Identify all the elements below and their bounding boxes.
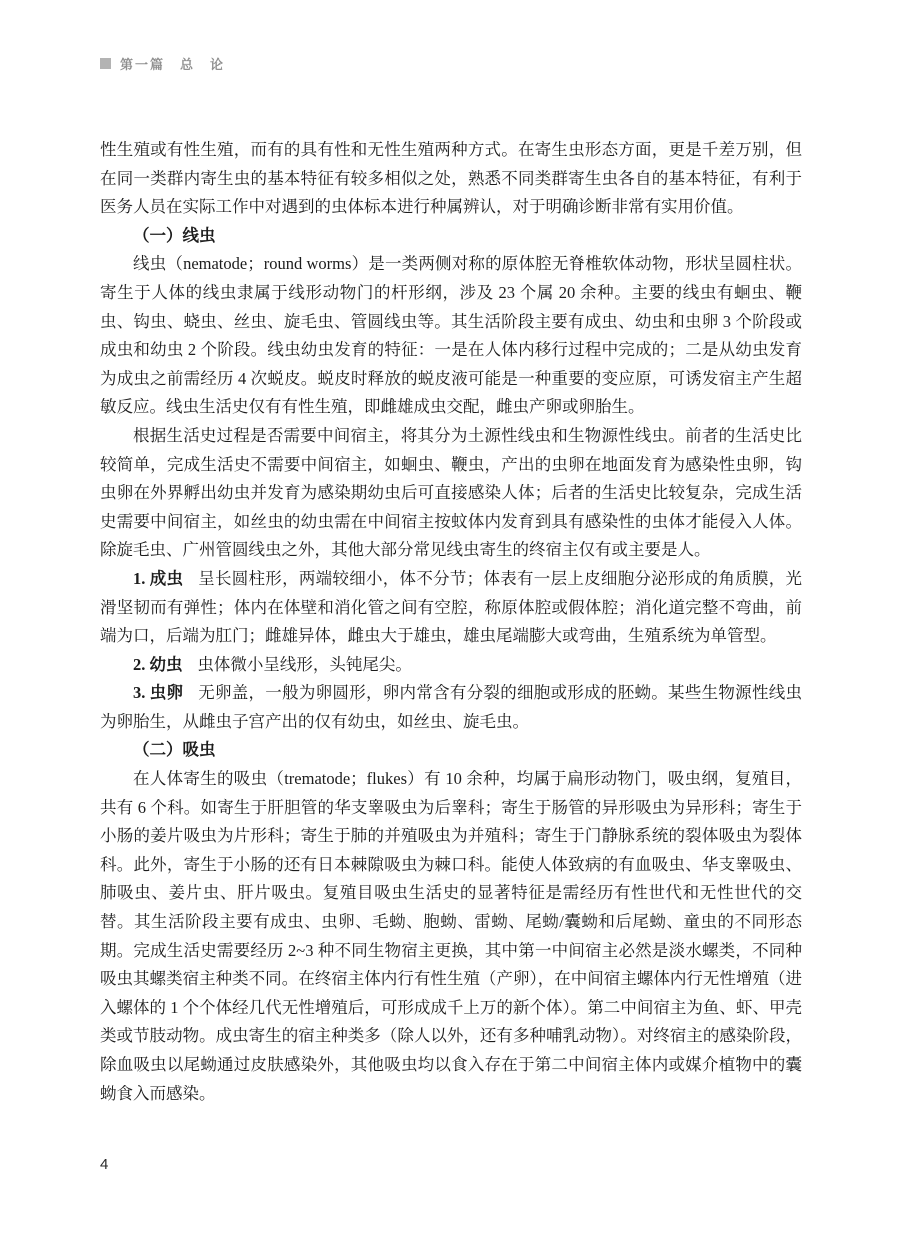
list-item-egg (100, 679, 802, 736)
list-item-adult-worm (100, 565, 802, 651)
heading-nematode: （一）线虫 (133, 225, 216, 245)
list-item-text: 无卵盖，一般为卵圆形，卵内常含有分裂的细胞或形成的胚蚴。某些生物源性线虫为卵胎生，从雌虫子宫产出的仅有幼虫，如丝虫、旋毛虫。 (100, 683, 803, 731)
list-item-text: 呈长圆柱形，两端较细小，体不分节；体表有一层上皮细胞分泌形成的角质膜，光滑坚韧而有弹性；体内在体壁和消化管之间有空腔，称原体腔或假体腔；消化道完整不弯曲，前端为口，后端为肛门；雌雄异体，雌虫大于雄虫，雄虫尾端膨大或弯曲，生殖系统为单管型。 (100, 568, 803, 646)
paragraph-trematode-overview: 在人体寄生的吸虫（trematode；flukes）有 10 余种，均属于扁形动物门，吸虫纲，复殖目，共有 6 个科。如寄生于肝胆管的华支睾吸虫为后睾科；寄生于肠管的异形吸虫为异形科；寄生于小肠的姜片吸虫为片形科；寄生于肺的并殖吸虫为并殖科；寄生于门静脉系统的裂体吸虫为裂体科。此外，寄生于小肠的还有日本棘隙吸虫为棘口科。能使人体致病的有血吸虫、华支睾吸虫、肺吸虫、姜片虫、肝片吸虫。复殖目吸虫生活史的显著特征是需经历有性世代和无性世代的交替。其生活阶段主要有成虫、虫卵、毛蚴、胞蚴、雷蚴、尾蚴/囊蚴和后尾蚴、童虫的不同形态期。完成生活史需要经历 2~3 种不同生物宿主更换，其中第一中间宿主必然是淡水螺类，不同种吸虫其螺类宿主种类不同。在终宿主体内行有性生殖（产卵），在中间宿主螺体内行无性增殖（进入螺体的 1 个个体经几代无性增殖后，可形成成千上万的新个体）。第二中间宿主为鱼、虾、甲壳类或节肢动物。成虫寄生的宿主种类多（除人以外，还有多种哺乳动物）。对终宿主的感染阶段，除血吸虫以尾蚴通过皮肤感染外，其他吸虫均以食入存在于第二中间宿主体内或媒介植物中的囊蚴食入而感染。 (100, 769, 802, 1103)
page-body (100, 136, 802, 1108)
page-number: 4 (100, 1156, 109, 1173)
list-item-larva (100, 651, 802, 680)
page-header (100, 54, 225, 73)
list-item-label: 3. 虫卵 (133, 683, 184, 703)
list-item-label: 2. 幼虫 (133, 654, 183, 674)
heading-trematode: （二）吸虫 (133, 740, 216, 760)
running-head: 第一篇 总 论 (120, 57, 226, 72)
paragraph-nematode-lifecycle: 根据生活史过程是否需要中间宿主，将其分为土源性线虫和生物源性线虫。前者的生活史比较简单，完成生活史不需要中间宿主，如蛔虫、鞭虫，产出的虫卵在地面发育为感染性虫卵，钩虫卵在外界孵出幼虫并发育为感染期幼虫后可直接感染人体；后者的生活史比较复杂，完成生活史需要中间宿主，如丝虫的幼虫需在中间宿主按蚊体内发育到具有感染性的虫体才能侵入人体。除旋毛虫、广州管圆线虫之外，其他大部分常见线虫寄生的终宿主仅有或主要是人。 (100, 425, 802, 560)
page-footer (100, 1156, 108, 1174)
paragraph-continuation: 性生殖或有性生殖，而有的具有性和无性生殖两种方式。在寄生虫形态方面，更是千差万别，但在同一类群内寄生虫的基本特征有较多相似之处，熟悉不同类群寄生虫各自的基本特征，有利于医务人员在实际工作中对遇到的虫体标本进行种属辨认，对于明确诊断非常有实用价值。 (100, 140, 802, 217)
list-item-label: 1. 成虫 (133, 568, 184, 588)
section-marker-icon (100, 58, 111, 69)
list-item-text: 虫体微小呈线形，头钝尾尖。 (197, 654, 412, 674)
paragraph-nematode-overview: 线虫（nematode；round worms）是一类两侧对称的原体腔无脊椎软体动物，形状呈圆柱状。寄生于人体的线虫隶属于线形动物门的杆形纲，涉及 23 个属 20 余种。主要的线虫有蛔虫、鞭虫、钩虫、蛲虫、丝虫、旋毛虫、管圆线虫等。其生活阶段主要有成虫、幼虫和虫卵 3 个阶段或成虫和幼虫 2 个阶段。线虫幼虫发育的特征：一是在人体内移行过程中完成的；二是从幼虫发育为成虫之前需经历 4 次蜕皮。蜕皮时释放的蜕皮液可能是一种重要的变应原，可诱发宿主产生超敏反应。线虫生活史仅有有性生殖，即雌雄成虫交配，雌虫产卵或卵胎生。 (100, 254, 803, 417)
